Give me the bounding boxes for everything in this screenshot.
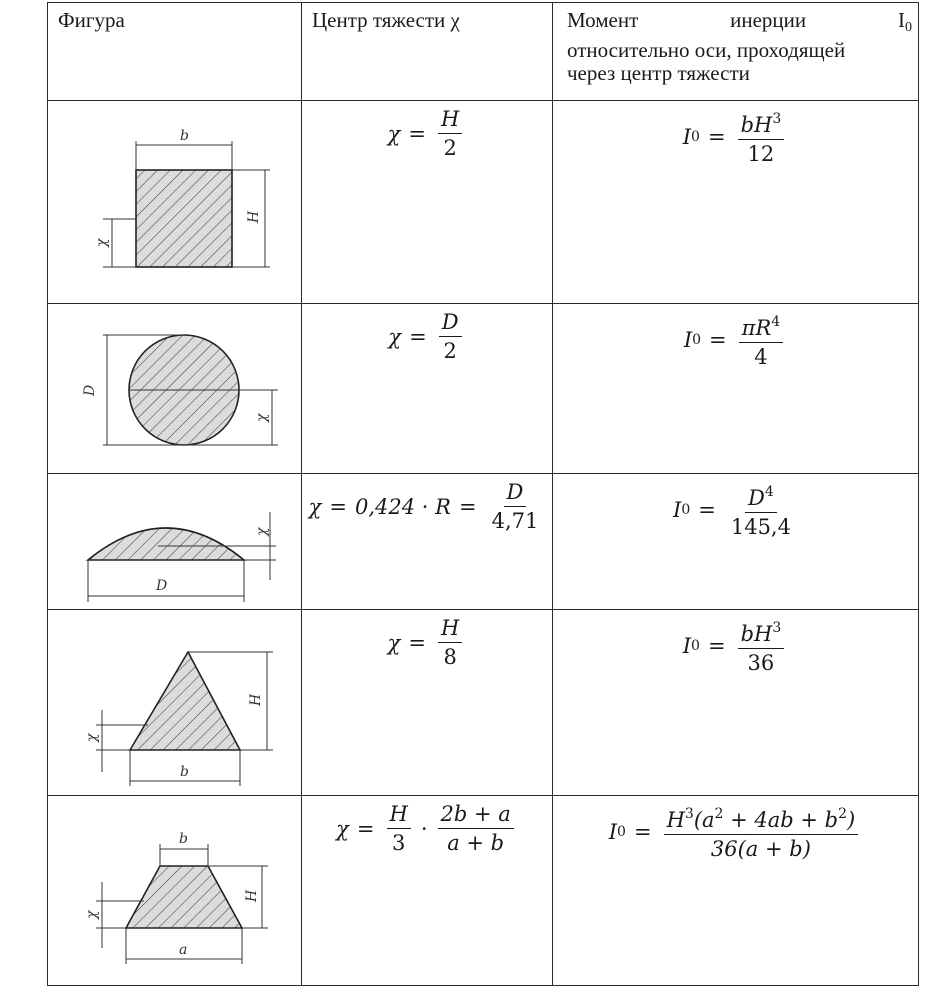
label-b: b — [180, 764, 189, 780]
figure-triangle — [48, 610, 302, 796]
label-a: a — [179, 942, 188, 958]
label-chi: χ — [254, 527, 270, 536]
row-semicircle — [48, 474, 919, 610]
moment-circle: I 0 = $\frac{\pi R^4}{4}$ — [553, 304, 919, 474]
figure-circle — [48, 304, 302, 474]
semicircle-drawing — [48, 474, 302, 610]
rectangle-drawing — [48, 101, 302, 304]
moment-semicircle: I 0 = $\frac{D^4}{145,4}$ — [553, 474, 919, 610]
label-d: D — [82, 384, 98, 396]
row-circle — [48, 304, 919, 474]
label-b: b — [180, 128, 189, 144]
label-b: b — [179, 831, 188, 847]
center-semicircle: χ = 0,424 · R = $\frac{D}{4,71}$ — [302, 474, 553, 610]
row-trapezoid — [48, 796, 919, 986]
figure-trapezoid — [48, 796, 302, 986]
center-circle: χ = $\frac{D}{2}$ — [302, 304, 553, 474]
row-triangle — [48, 610, 919, 796]
label-chi: χ — [84, 733, 100, 742]
figure-semicircle — [48, 474, 302, 610]
moment-triangle: I 0 = $\frac{bH^3}{36}$ — [553, 610, 919, 796]
triangle-drawing — [48, 610, 302, 796]
header-figure: Фигура — [48, 3, 302, 101]
center-triangle: χ = $\frac{H}{8}$ — [302, 610, 553, 796]
label-d: D — [156, 578, 168, 594]
header-center-of-gravity: Центр тяжести χ — [302, 3, 553, 101]
label-h: H — [248, 693, 264, 706]
center-trapezoid: χ = $\frac{H}{3}$ · $\frac{2b + a}{a + b}$ — [302, 796, 553, 986]
properties-table — [47, 2, 919, 986]
row-rectangle — [48, 101, 919, 304]
trapezoid-drawing — [48, 796, 302, 986]
header-row — [48, 3, 919, 101]
label-chi: χ — [254, 413, 270, 422]
label-chi: χ — [94, 238, 110, 247]
label-chi: χ — [84, 910, 100, 919]
moment-trapezoid: I 0 = $\frac{H^3(a^2 + 4ab + b^2)}{36(a + b)}$ — [553, 796, 919, 986]
label-h: H — [244, 889, 260, 902]
moment-rectangle: I 0 = $\frac{bH^3}{12}$ — [553, 101, 919, 304]
label-h: H — [246, 210, 262, 223]
circle-drawing — [48, 304, 302, 474]
figure-rectangle — [48, 101, 302, 304]
header-moment-of-inertia: Момент инерции $I_0$ относительно оси, проходящей через центр тяжести — [553, 3, 919, 101]
center-rectangle: χ = $\frac{H}{2}$ — [302, 101, 553, 304]
